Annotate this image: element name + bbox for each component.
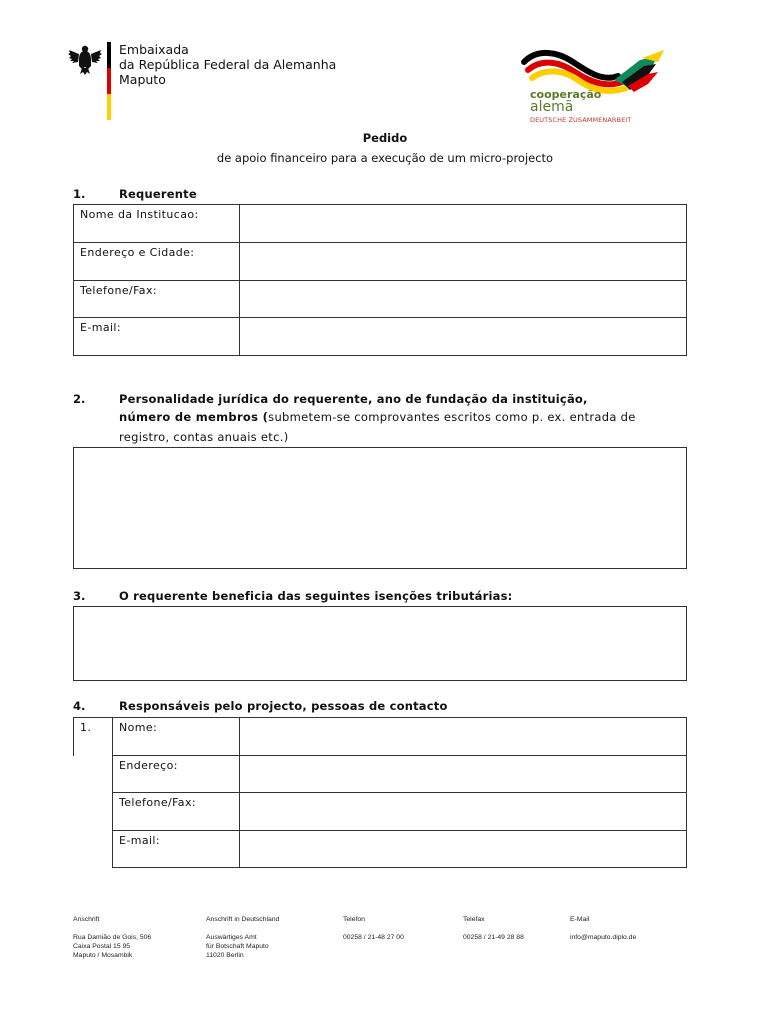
embassy-line-2: da República Federal da Alemanha [119,57,337,72]
field-contact-endereco[interactable] [240,756,687,793]
label-contact-endereco: Endereço: [119,759,178,772]
footer-col-email [570,915,636,942]
eagle-emblem-icon [68,42,102,76]
field-contact-nome[interactable] [240,718,687,756]
field-contact-email[interactable] [240,831,687,868]
field-nome-instituicao[interactable] [240,205,687,243]
section-2-heading-line2 [119,410,636,424]
contact-entry-number: 1. [80,721,92,734]
contacts-table [73,717,687,868]
footer-email-value[interactable]: info@maputo.diplo.de [570,934,637,941]
footer-col-telefax [463,915,524,942]
footer-anschrift-de-line: 11020 Berlin [206,952,244,959]
footer-anschrift-line: Caixa Postal 15 95 [73,943,131,950]
document-subtitle: de apoio financeiro para a execução de um micro-projecto [216,151,554,165]
section-3-number: 3. [73,589,86,603]
section-4-number: 4. [73,699,86,713]
label-contact-nome: Nome: [119,721,158,734]
label-email: E-mail: [80,321,121,334]
requerente-table [73,204,687,356]
label-telefone-fax: Telefone/Fax: [80,284,157,297]
label-endereco-cidade: Endereço e Cidade: [80,246,195,259]
footer-col-anschrift-de [206,915,279,960]
section-2-answer-box[interactable] [73,447,687,569]
section-2-heading-line1: Personalidade jurídica do requerente, ano de fundação da instituição, [119,392,588,406]
footer-anschrift-label: Anschrift [73,916,100,923]
footer-anschrift-de-line: für Botschaft Maputo [206,943,269,950]
logo-text-deutsche: DEUTSCHE ZUSAMMENARBEIT [530,116,632,124]
section-2-heading-line3: registro, contas anuais etc.) [119,430,289,444]
field-email[interactable] [240,318,687,356]
logo-text-alema: alemã [530,99,574,115]
section-4-heading: Responsáveis pelo projecto, pessoas de contacto [119,699,448,713]
section-2-heading-line2-bold: número de membros ( [119,410,269,424]
field-telefone-fax[interactable] [240,281,687,318]
footer-anschrift-de-line: Auswärtiges Amt [206,934,257,941]
section-1-number: 1. [73,187,86,201]
footer-col-telefon [343,915,404,942]
footer-email-label: E-Mail [570,916,590,923]
section-2-heading-line2-normal: submetem-se comprovantes escritos como p. ex. entrada de [268,410,636,424]
section-3-heading: O requerente beneficia das seguintes isenções tributárias: [119,589,513,603]
german-flag-bar [107,42,111,120]
field-endereco-cidade[interactable] [240,243,687,281]
footer-col-anschrift [73,915,151,960]
footer-telefax-value: 00258 / 21-49 28 88 [463,934,524,941]
label-contact-telefone: Telefone/Fax: [119,796,196,809]
section-3-answer-box[interactable] [73,606,687,681]
section-2-number: 2. [73,392,86,406]
footer-telefon-label: Telefon [343,916,365,923]
footer-anschrift-de-label: Anschrift in Deutschland [206,916,280,923]
footer-anschrift-line: Maputo / Mosambik [73,952,133,959]
embassy-line-1: Embaixada [119,42,189,57]
document-title: Pedido [362,131,408,145]
embassy-line-3: Maputo [119,72,166,87]
field-contact-telefone[interactable] [240,793,687,831]
label-nome-instituicao: Nome da Institucao: [80,208,199,221]
section-1-heading: Requerente [119,187,197,201]
footer-telefon-value: 00258 / 21-48 27 00 [343,934,404,941]
footer-anschrift-line: Rua Damião de Gois, 506 [73,934,152,941]
label-contact-email: E-mail: [119,834,160,847]
footer-telefax-label: Telefax [463,916,485,923]
logo-text-cooperacao: cooperação [530,88,602,101]
